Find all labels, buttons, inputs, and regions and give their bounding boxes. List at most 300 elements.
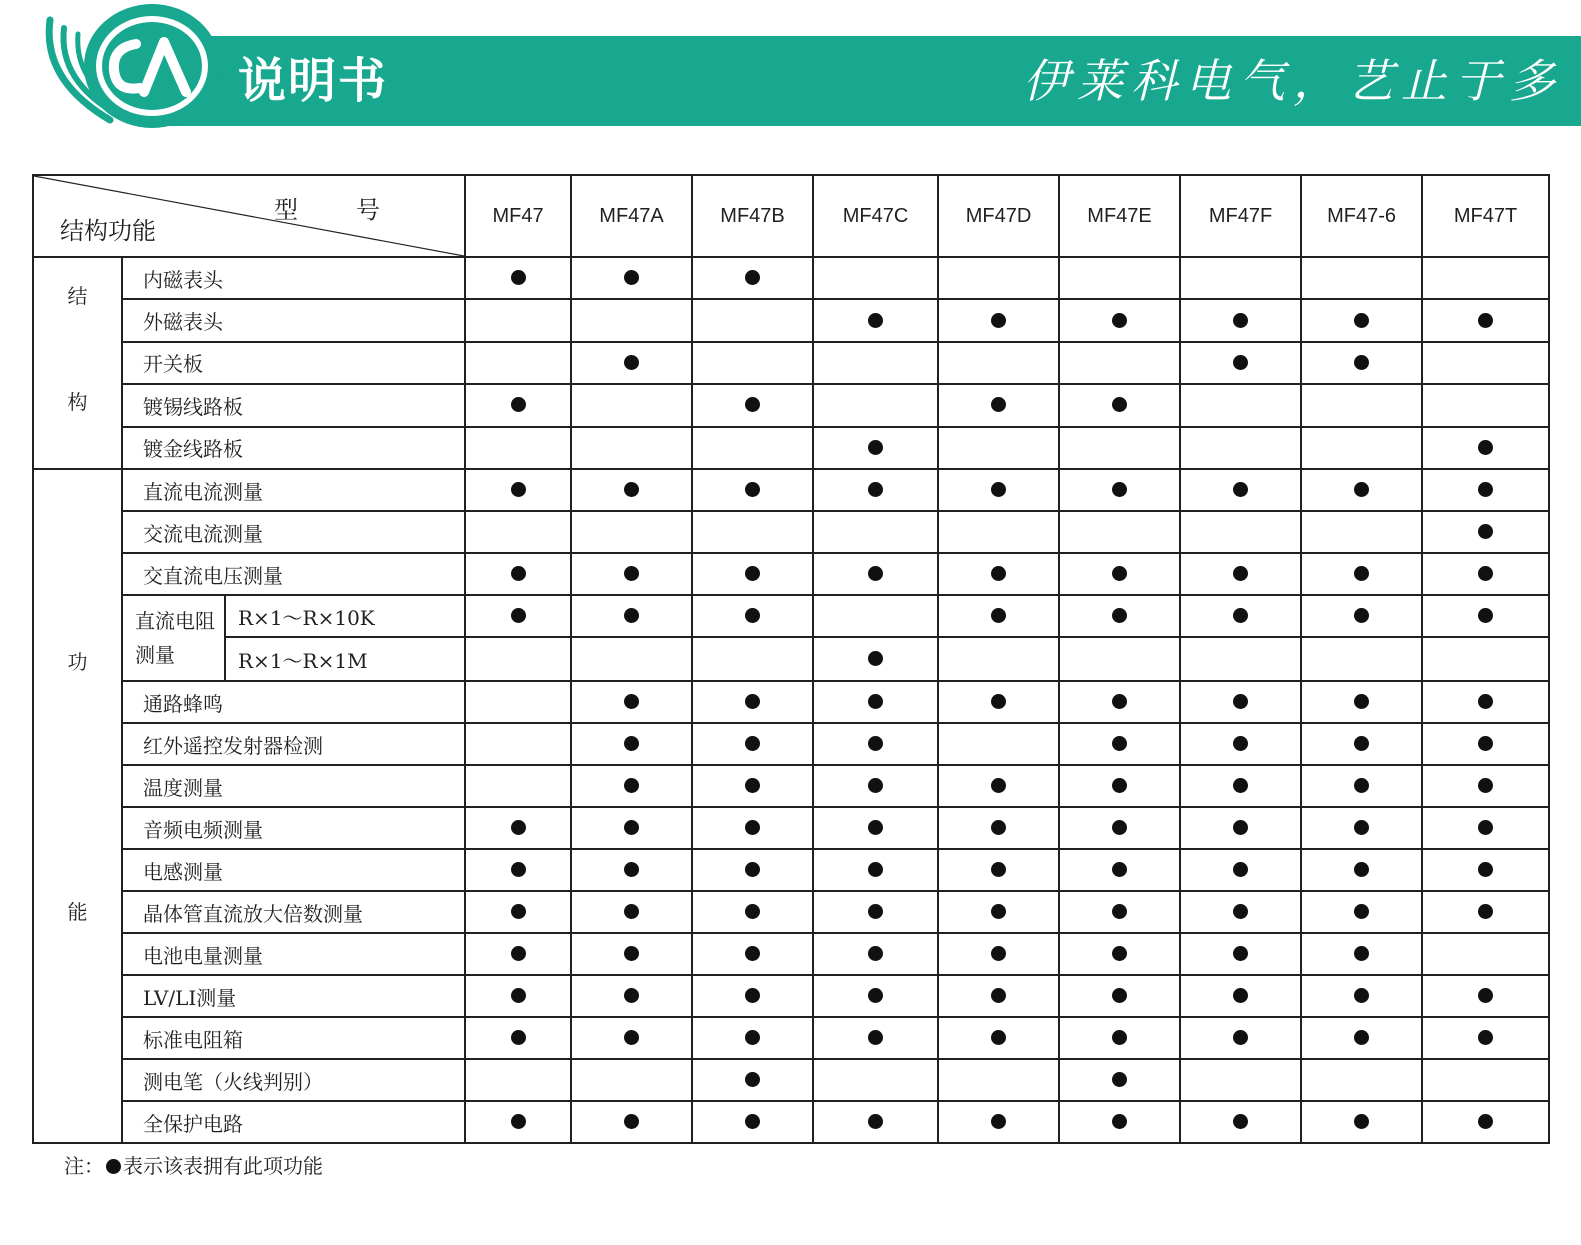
feature-label: 开关板 xyxy=(122,342,465,384)
table-header-row xyxy=(33,175,1549,257)
feature-dot-icon xyxy=(1354,946,1369,961)
table-cell xyxy=(1059,807,1180,849)
feature-dot-icon xyxy=(1478,862,1493,877)
feature-label: 标准电阻箱 xyxy=(122,1017,465,1059)
table-cell xyxy=(1180,384,1301,426)
table-cell xyxy=(1059,723,1180,765)
table-cell xyxy=(1180,427,1301,469)
feature-dot-icon xyxy=(624,820,639,835)
feature-dot-icon xyxy=(1112,694,1127,709)
feature-dot-icon xyxy=(868,1030,883,1045)
feature-dot-icon xyxy=(624,988,639,1003)
table-cell xyxy=(813,342,938,384)
table-cell xyxy=(813,1101,938,1143)
feature-label: 音频电频测量 xyxy=(122,807,465,849)
feature-dot-icon xyxy=(745,904,760,919)
feature-dot-icon xyxy=(1478,482,1493,497)
table-cell xyxy=(692,1017,813,1059)
feature-dot-icon xyxy=(1233,820,1248,835)
table-row xyxy=(33,299,1549,341)
feature-dot-icon xyxy=(1112,904,1127,919)
table-cell xyxy=(1301,765,1422,807)
table-cell xyxy=(1180,849,1301,891)
feature-dot-icon xyxy=(624,1030,639,1045)
group-char: 构 xyxy=(67,390,88,414)
table-cell xyxy=(692,511,813,553)
feature-label: LV/LI测量 xyxy=(122,975,465,1017)
feature-dot-icon xyxy=(511,397,526,412)
feature-dot-icon xyxy=(624,946,639,961)
model-header-mf47d: MF47D xyxy=(938,175,1059,257)
feature-dot-icon xyxy=(868,778,883,793)
feature-dot-icon xyxy=(1354,1114,1369,1129)
footnote-text: 表示该表拥有此项功能 xyxy=(123,1154,323,1178)
table-cell xyxy=(571,342,692,384)
table-cell xyxy=(813,469,938,511)
feature-dot-icon xyxy=(1233,566,1248,581)
table-cell xyxy=(938,384,1059,426)
feature-label: 镀锡线路板 xyxy=(122,384,465,426)
table-cell xyxy=(692,891,813,933)
table-cell xyxy=(1180,637,1301,681)
feature-dot-icon xyxy=(1112,397,1127,412)
table-cell xyxy=(938,765,1059,807)
feature-dot-icon xyxy=(1112,778,1127,793)
table-cell xyxy=(692,637,813,681)
table-cell xyxy=(1180,299,1301,341)
model-header-mf47t: MF47T xyxy=(1422,175,1549,257)
feature-dot-icon xyxy=(745,1030,760,1045)
table-cell xyxy=(465,849,571,891)
model-feature-table xyxy=(32,174,1550,1144)
table-row xyxy=(33,384,1549,426)
table-cell xyxy=(1180,681,1301,723)
feature-label: 交直流电压测量 xyxy=(122,553,465,595)
table-cell xyxy=(813,299,938,341)
table-cell xyxy=(1301,595,1422,637)
table-row xyxy=(33,807,1549,849)
feature-dot-icon xyxy=(511,988,526,1003)
table-cell xyxy=(1301,1101,1422,1143)
table-row xyxy=(33,933,1549,975)
table-cell xyxy=(813,765,938,807)
feature-label: 内磁表头 xyxy=(122,257,465,299)
feature-dot-icon xyxy=(1233,355,1248,370)
table-cell xyxy=(465,511,571,553)
feature-dot-icon xyxy=(1354,482,1369,497)
feature-dot-icon xyxy=(1354,736,1369,751)
feature-dot-icon xyxy=(991,397,1006,412)
table-cell xyxy=(1301,342,1422,384)
feature-dot-icon xyxy=(1354,566,1369,581)
table-row xyxy=(33,1101,1549,1143)
table-cell xyxy=(813,933,938,975)
table-cell xyxy=(1180,553,1301,595)
feature-dot-icon xyxy=(1233,862,1248,877)
header-corner-cell xyxy=(33,175,465,257)
table-cell xyxy=(813,553,938,595)
table-row xyxy=(33,891,1549,933)
table-cell xyxy=(1180,257,1301,299)
table-cell xyxy=(1422,257,1549,299)
table-cell xyxy=(571,891,692,933)
table-cell xyxy=(938,637,1059,681)
feature-label: 温度测量 xyxy=(122,765,465,807)
table-cell xyxy=(1059,342,1180,384)
feature-label: 通路蜂鸣 xyxy=(122,681,465,723)
table-cell xyxy=(1301,1059,1422,1101)
feature-dot-icon xyxy=(1233,736,1248,751)
table-cell xyxy=(692,765,813,807)
table-cell xyxy=(465,299,571,341)
feature-dot-icon xyxy=(991,988,1006,1003)
table-cell xyxy=(1422,1017,1549,1059)
table-cell xyxy=(571,1059,692,1101)
feature-dot-icon xyxy=(624,778,639,793)
feature-dot-icon xyxy=(624,862,639,877)
table-cell xyxy=(571,595,692,637)
table-cell xyxy=(692,849,813,891)
table-cell xyxy=(1301,891,1422,933)
feature-dot-icon xyxy=(511,862,526,877)
table-cell xyxy=(571,849,692,891)
table-cell xyxy=(465,765,571,807)
feature-dot-icon xyxy=(1478,608,1493,623)
table-cell xyxy=(1301,511,1422,553)
table-cell xyxy=(938,1059,1059,1101)
table-cell xyxy=(465,342,571,384)
feature-dot-icon xyxy=(1112,1030,1127,1045)
feature-label: 电池电量测量 xyxy=(122,933,465,975)
table-cell xyxy=(938,1101,1059,1143)
table-cell xyxy=(1059,681,1180,723)
table-row xyxy=(33,553,1549,595)
table-cell xyxy=(465,1017,571,1059)
table-cell xyxy=(1180,1017,1301,1059)
table-cell xyxy=(938,342,1059,384)
feature-label: 直流电流测量 xyxy=(122,469,465,511)
table-cell xyxy=(692,553,813,595)
group-char: 功 xyxy=(67,650,88,674)
header-banner xyxy=(0,0,1581,135)
feature-dot-icon xyxy=(991,1030,1006,1045)
feature-dot-icon xyxy=(1478,904,1493,919)
feature-dot-icon xyxy=(1112,988,1127,1003)
feature-dot-icon xyxy=(868,313,883,328)
feature-dot-icon xyxy=(1354,862,1369,877)
feature-dot-icon xyxy=(511,820,526,835)
feature-dot-icon xyxy=(624,904,639,919)
feature-dot-icon xyxy=(1354,608,1369,623)
feature-dot-icon xyxy=(868,1114,883,1129)
table-cell xyxy=(1059,637,1180,681)
table-cell xyxy=(571,1017,692,1059)
table-cell xyxy=(813,891,938,933)
table-cell xyxy=(465,427,571,469)
feature-dot-icon xyxy=(868,694,883,709)
model-header-mf47b: MF47B xyxy=(692,175,813,257)
table-cell xyxy=(938,681,1059,723)
table-cell xyxy=(1059,1017,1180,1059)
table-cell xyxy=(1301,681,1422,723)
table-cell xyxy=(465,891,571,933)
table-cell xyxy=(1059,257,1180,299)
table-cell xyxy=(1422,891,1549,933)
feature-dot-icon xyxy=(1112,1114,1127,1129)
feature-dot-icon xyxy=(1233,694,1248,709)
table-cell xyxy=(571,511,692,553)
feature-dot-icon xyxy=(511,482,526,497)
model-header-mf47f: MF47F xyxy=(1180,175,1301,257)
table-row xyxy=(33,342,1549,384)
feature-dot-icon xyxy=(868,862,883,877)
feature-dot-icon xyxy=(1354,1030,1369,1045)
corner-function-label: 结构功能 xyxy=(60,217,156,245)
table-cell xyxy=(692,933,813,975)
table-cell xyxy=(1180,511,1301,553)
feature-dot-icon xyxy=(991,1114,1006,1129)
table-cell xyxy=(938,849,1059,891)
feature-dot-icon xyxy=(991,482,1006,497)
feature-dot-icon xyxy=(1478,566,1493,581)
feature-dot-icon xyxy=(745,566,760,581)
feature-dot-icon xyxy=(1478,736,1493,751)
feature-dot-icon xyxy=(1354,988,1369,1003)
table-cell xyxy=(1422,595,1549,637)
table-cell xyxy=(465,637,571,681)
feature-dot-icon xyxy=(868,820,883,835)
feature-dot-icon xyxy=(745,778,760,793)
feature-dot-icon xyxy=(745,988,760,1003)
table-cell xyxy=(692,299,813,341)
table-row xyxy=(33,681,1549,723)
table-cell xyxy=(1422,384,1549,426)
feature-dot-icon xyxy=(1478,313,1493,328)
table-cell xyxy=(692,975,813,1017)
table-cell xyxy=(465,975,571,1017)
feature-dot-icon xyxy=(745,1114,760,1129)
feature-dot-icon xyxy=(991,862,1006,877)
table-cell xyxy=(813,427,938,469)
group-structure xyxy=(33,257,122,469)
table-cell xyxy=(938,511,1059,553)
feature-dot-icon xyxy=(745,694,760,709)
table-cell xyxy=(938,469,1059,511)
table-cell xyxy=(465,553,571,595)
feature-dot-icon xyxy=(991,820,1006,835)
table-cell xyxy=(1422,511,1549,553)
group-function xyxy=(33,469,122,1143)
feature-dot-icon xyxy=(745,397,760,412)
feature-dot-icon xyxy=(1478,440,1493,455)
table-cell xyxy=(1180,891,1301,933)
table-row xyxy=(33,849,1549,891)
table-cell xyxy=(813,807,938,849)
table-row xyxy=(33,637,1549,681)
feature-dot-icon xyxy=(106,1159,121,1174)
feature-dot-icon xyxy=(745,946,760,961)
feature-dot-icon xyxy=(991,904,1006,919)
table-cell xyxy=(465,1059,571,1101)
resistance-group-label: 直流电阻测量 xyxy=(122,595,225,681)
table-cell xyxy=(813,849,938,891)
table-cell xyxy=(813,595,938,637)
feature-dot-icon xyxy=(624,694,639,709)
table-cell xyxy=(1301,723,1422,765)
feature-dot-icon xyxy=(868,946,883,961)
table-cell xyxy=(692,807,813,849)
table-cell xyxy=(465,384,571,426)
feature-dot-icon xyxy=(868,651,883,666)
feature-dot-icon xyxy=(1478,778,1493,793)
feature-label: 电感测量 xyxy=(122,849,465,891)
table-cell xyxy=(1301,299,1422,341)
table-row xyxy=(33,469,1549,511)
table-cell xyxy=(1422,681,1549,723)
table-cell xyxy=(692,469,813,511)
feature-dot-icon xyxy=(1233,988,1248,1003)
feature-dot-icon xyxy=(991,566,1006,581)
table-cell xyxy=(571,975,692,1017)
feature-label: 镀金线路板 xyxy=(122,427,465,469)
footnote xyxy=(64,1150,323,1179)
table-cell xyxy=(1180,1059,1301,1101)
table-cell xyxy=(938,891,1059,933)
table-cell xyxy=(813,975,938,1017)
feature-dot-icon xyxy=(745,820,760,835)
feature-dot-icon xyxy=(511,1030,526,1045)
table-cell xyxy=(571,681,692,723)
feature-dot-icon xyxy=(745,736,760,751)
model-header-mf47c: MF47C xyxy=(813,175,938,257)
table-cell xyxy=(1301,807,1422,849)
table-cell xyxy=(1422,1059,1549,1101)
table-cell xyxy=(1059,595,1180,637)
table-cell xyxy=(1059,891,1180,933)
feature-dot-icon xyxy=(745,608,760,623)
table-cell xyxy=(1059,384,1180,426)
table-cell xyxy=(1301,427,1422,469)
table-cell xyxy=(813,384,938,426)
table-cell xyxy=(813,723,938,765)
table-cell xyxy=(813,511,938,553)
table-cell xyxy=(1422,849,1549,891)
table-cell xyxy=(938,427,1059,469)
feature-dot-icon xyxy=(1112,1072,1127,1087)
feature-dot-icon xyxy=(1112,946,1127,961)
table-cell xyxy=(1059,1101,1180,1143)
feature-dot-icon xyxy=(745,270,760,285)
table-cell xyxy=(813,681,938,723)
table-cell xyxy=(1059,511,1180,553)
feature-dot-icon xyxy=(1233,778,1248,793)
table-cell xyxy=(465,807,571,849)
feature-dot-icon xyxy=(1233,1114,1248,1129)
group-char: 能 xyxy=(67,900,88,924)
table-cell xyxy=(692,342,813,384)
feature-dot-icon xyxy=(745,1072,760,1087)
feature-dot-icon xyxy=(511,608,526,623)
feature-dot-icon xyxy=(1233,608,1248,623)
table-row xyxy=(33,595,1549,637)
feature-dot-icon xyxy=(991,313,1006,328)
table-cell xyxy=(465,257,571,299)
table-cell xyxy=(1180,807,1301,849)
table-cell xyxy=(938,299,1059,341)
feature-dot-icon xyxy=(1112,566,1127,581)
table-cell xyxy=(1059,765,1180,807)
model-header-mf47a: MF47A xyxy=(571,175,692,257)
feature-dot-icon xyxy=(1112,736,1127,751)
feature-dot-icon xyxy=(1233,1030,1248,1045)
feature-label: R×1～R×1M xyxy=(225,637,465,681)
group-char: 结 xyxy=(67,284,88,308)
table-cell xyxy=(571,384,692,426)
table-cell xyxy=(1301,257,1422,299)
table-cell xyxy=(1422,765,1549,807)
table-cell xyxy=(938,1017,1059,1059)
feature-dot-icon xyxy=(511,270,526,285)
table-cell xyxy=(692,681,813,723)
table-cell xyxy=(938,933,1059,975)
table-cell xyxy=(692,427,813,469)
table-cell xyxy=(571,427,692,469)
table-row xyxy=(33,975,1549,1017)
feature-dot-icon xyxy=(745,482,760,497)
table-cell xyxy=(1422,637,1549,681)
table-cell xyxy=(465,933,571,975)
feature-dot-icon xyxy=(624,482,639,497)
table-cell xyxy=(1301,1017,1422,1059)
table-cell xyxy=(571,637,692,681)
table-cell xyxy=(692,257,813,299)
table-cell xyxy=(692,595,813,637)
table-cell xyxy=(1422,299,1549,341)
table-cell xyxy=(1422,342,1549,384)
table-cell xyxy=(692,1101,813,1143)
feature-label: 晶体管直流放大倍数测量 xyxy=(122,891,465,933)
table-cell xyxy=(1180,1101,1301,1143)
feature-dot-icon xyxy=(1478,524,1493,539)
feature-dot-icon xyxy=(1478,820,1493,835)
feature-dot-icon xyxy=(1478,1030,1493,1045)
table-cell xyxy=(571,469,692,511)
feature-dot-icon xyxy=(868,440,883,455)
table-cell xyxy=(813,1017,938,1059)
table-cell xyxy=(938,975,1059,1017)
ca-logo-icon xyxy=(40,0,230,135)
table-cell xyxy=(1301,469,1422,511)
feature-dot-icon xyxy=(1112,608,1127,623)
table-cell xyxy=(1059,427,1180,469)
table-cell xyxy=(1422,807,1549,849)
table-row xyxy=(33,1059,1549,1101)
table-row xyxy=(33,765,1549,807)
table-cell xyxy=(571,933,692,975)
table-cell xyxy=(571,723,692,765)
table-cell xyxy=(1059,299,1180,341)
company-slogan: 伊莱科电气，艺止于多 xyxy=(1023,54,1563,108)
table-cell xyxy=(1422,553,1549,595)
feature-dot-icon xyxy=(868,904,883,919)
table-cell xyxy=(1422,1101,1549,1143)
table-cell xyxy=(1422,933,1549,975)
table-cell xyxy=(1059,553,1180,595)
feature-dot-icon xyxy=(868,736,883,751)
table-cell xyxy=(1422,469,1549,511)
feature-dot-icon xyxy=(991,946,1006,961)
table-cell xyxy=(938,257,1059,299)
